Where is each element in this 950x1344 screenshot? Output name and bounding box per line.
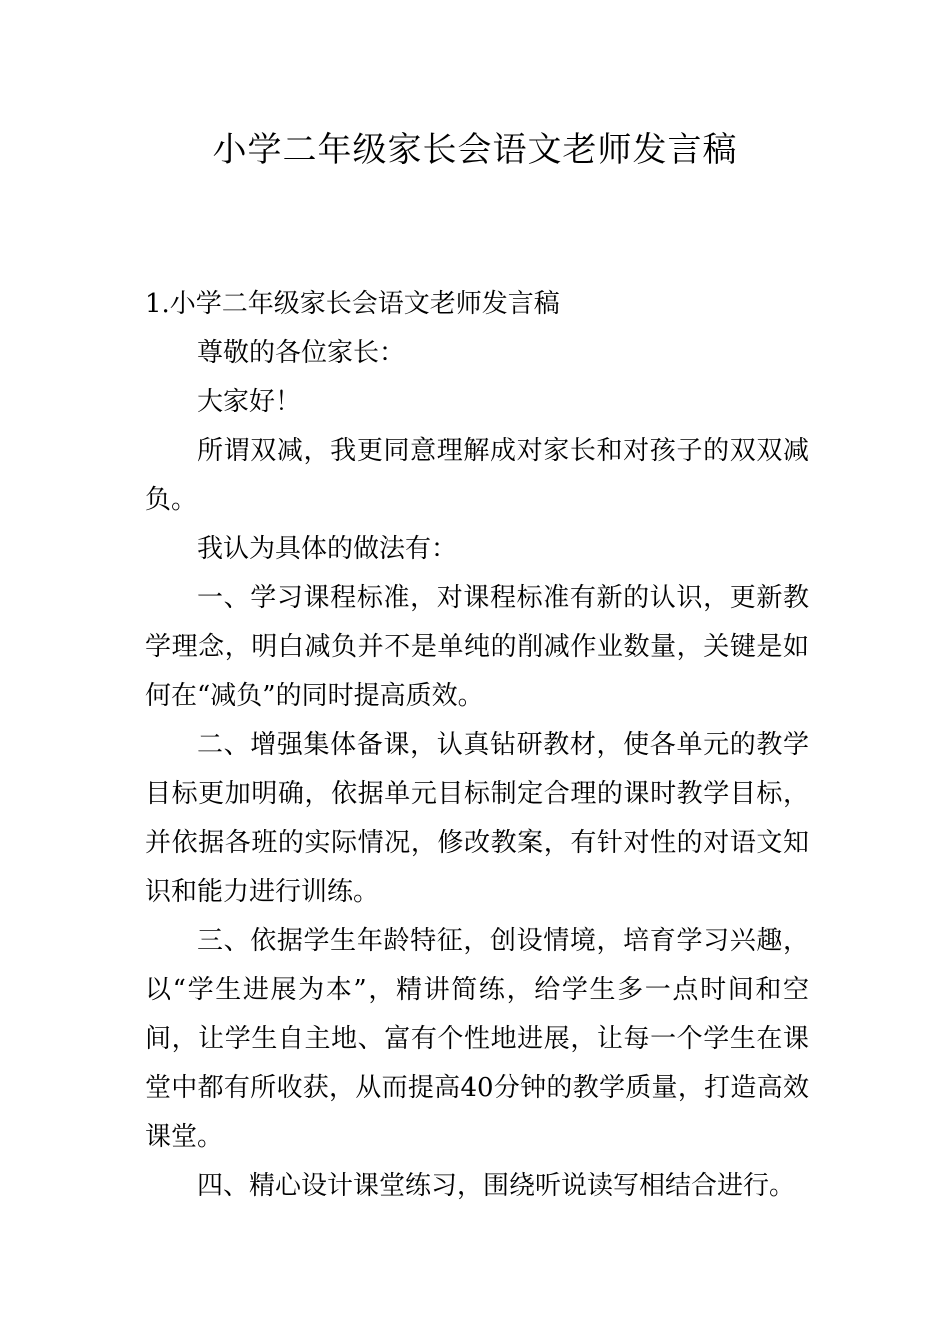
- document-body: [145, 280, 809, 1211]
- section-heading: 1.小学二年级家长会语文老师发言稿: [145, 289, 560, 319]
- document-title: 小学二年级家长会语文老师发言稿: [212, 130, 738, 170]
- paragraph-greeting: 大家好！: [197, 387, 302, 417]
- paragraph-point-one: 一、学习课程标准，对课程标准有新的认识，更新教学理念，明白减负并不是单纯的削减作业数量，关键是如何在“减负”的同时提高质效。: [145, 583, 809, 711]
- paragraph-point-four: 四、精心设计课堂练习，围绕听说读写相结合进行。: [197, 1171, 796, 1201]
- paragraph-point-two: 二、增强集体备课，认真钻研教材，使各单元的教学目标更加明确，依据单元目标制定合理的课时教学目标，并依据各班的实际情况，修改教案，有针对性的对语文知识和能力进行训练。: [145, 730, 809, 907]
- paragraph-methods-intro: 我认为具体的做法有：: [197, 534, 458, 564]
- paragraph-double-reduction: 所谓双减，我更同意理解成对家长和对孩子的双双减负。: [145, 436, 809, 515]
- paragraph-salutation: 尊敬的各位家长：: [197, 338, 406, 368]
- paragraph-point-three: 三、依据学生年龄特征，创设情境，培育学习兴趣，以“学生进展为本”，精讲简练，给学生多一点时间和空间，让学生自主地、富有个性地进展，让每一个学生在课堂中都有所收获，从而提高40分钟的教学质量，打造高效课堂。: [145, 926, 809, 1152]
